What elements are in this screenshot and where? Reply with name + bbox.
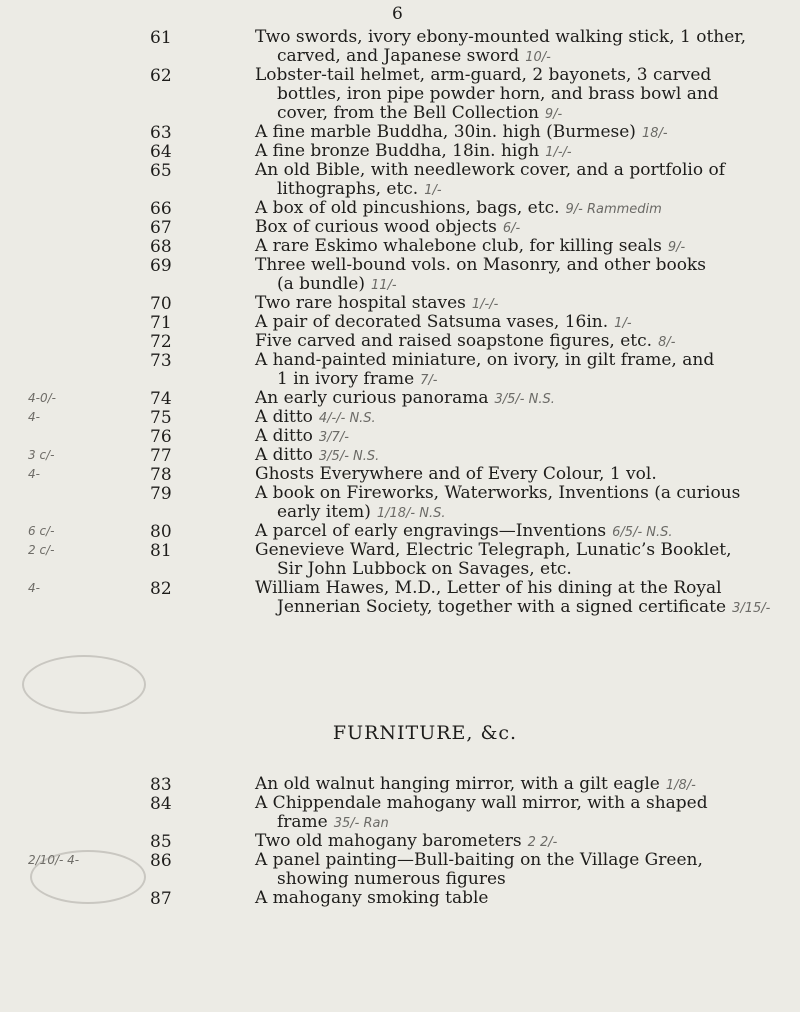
lot-description-line: A fine bronze Buddha, 18in. high 1/-/- — [255, 141, 572, 161]
lot-description — [255, 123, 785, 143]
margin-note: 2/10/- 4- — [28, 853, 80, 867]
handwritten-price: 1/8/- — [665, 778, 696, 793]
lot-description-line: (a bundle) 11/- — [277, 274, 397, 294]
page-number: 6 — [392, 4, 403, 24]
section-heading: FURNITURE, &c. — [332, 722, 518, 744]
lot-description-line: A ditto 3/7/- — [255, 426, 349, 446]
handwritten-price: 18/- — [641, 126, 668, 141]
handwritten-price: 35/- Ran — [333, 816, 389, 831]
lot-description-line: A hand-painted miniature, on ivory, in gilt frame, and — [255, 350, 715, 370]
handwritten-price: 3/5/- N.S. — [318, 449, 380, 464]
lot-description-line: An early curious panorama 3/5/- N.S. — [255, 388, 555, 408]
lot-number: 71 — [150, 313, 172, 333]
lot-number: 73 — [150, 351, 172, 371]
lot-description — [255, 851, 785, 889]
lot-number: 72 — [150, 332, 172, 352]
lot-description — [255, 427, 785, 447]
lot-number: 63 — [150, 123, 172, 143]
handwritten-price: 3/5/- N.S. — [494, 392, 555, 407]
handwritten-price: 9/- Rammedim — [565, 202, 662, 217]
lot-description — [255, 389, 785, 409]
lot-number: 69 — [150, 256, 172, 276]
margin-circle — [22, 655, 146, 714]
handwritten-price: 1/- — [614, 316, 632, 331]
lot-description-line: Five carved and raised soapstone figures, etc. 8/- — [255, 331, 676, 351]
lot-number: 84 — [150, 794, 172, 814]
margin-note: 4- — [28, 410, 40, 424]
handwritten-price: 6/- — [502, 221, 521, 236]
lot-number: 65 — [150, 161, 172, 181]
lot-description — [255, 161, 785, 200]
lot-description-line: Two old mahogany barometers 2 2/- — [255, 831, 558, 851]
lot-number: 62 — [150, 66, 172, 86]
lot-description — [255, 541, 785, 579]
lot-description-line: A ditto 3/5/- N.S. — [255, 445, 380, 465]
lot-description-line: A rare Eskimo whalebone club, for killing seals 9/- — [255, 236, 686, 256]
lot-number: 70 — [150, 294, 172, 314]
lot-description-line: A book on Fireworks, Waterworks, Inventions (a curious — [255, 483, 741, 503]
lot-description-line: cover, from the Bell Collection 9/- — [277, 103, 563, 123]
handwritten-price: 10/- — [525, 50, 551, 65]
lot-number: 87 — [150, 889, 172, 909]
lot-number: 79 — [150, 484, 172, 504]
lot-number: 86 — [150, 851, 172, 871]
lot-description — [255, 522, 785, 542]
handwritten-price: 9/- — [544, 107, 563, 122]
lot-description — [255, 484, 785, 523]
lot-number: 76 — [150, 427, 172, 447]
lot-description-line: Two swords, ivory ebony-mounted walking stick, 1 other, — [255, 27, 746, 47]
handwritten-price: 6/5/- N.S. — [612, 525, 673, 540]
lot-number: 82 — [150, 579, 172, 599]
lot-number: 85 — [150, 832, 172, 852]
handwritten-price: 1/-/- — [471, 297, 499, 312]
lot-description-line: A fine marble Buddha, 30in. high (Burmese) 18/- — [255, 122, 668, 142]
lot-description-line: Genevieve Ward, Electric Telegraph, Lunatic’s Booklet, — [255, 540, 732, 560]
lot-description — [255, 465, 785, 484]
handwritten-price: 1/- — [424, 183, 442, 198]
lot-number: 61 — [150, 28, 172, 48]
lot-number: 80 — [150, 522, 172, 542]
margin-note: 3 c/- — [28, 448, 55, 462]
lot-description — [255, 351, 785, 390]
lot-description-line: A pair of decorated Satsuma vases, 16in. 1/- — [255, 312, 632, 332]
lot-description — [255, 794, 785, 833]
handwritten-price: 7/- — [420, 373, 438, 388]
handwritten-price: 1/18/- N.S. — [376, 506, 446, 521]
margin-note: 4- — [28, 581, 40, 595]
lot-description-line: 1 in ivory frame 7/- — [277, 369, 438, 389]
lot-description-line: lithographs, etc. 1/- — [277, 179, 442, 199]
lot-number: 75 — [150, 408, 172, 428]
lot-description-line: bottles, iron pipe powder horn, and brass bowl and — [277, 84, 719, 104]
lot-description-line: William Hawes, M.D., Letter of his dining at the Royal — [255, 578, 722, 598]
lot-description-line: frame 35/- Ran — [277, 812, 389, 832]
lot-description-line: A panel painting—Bull-baiting on the Village Green, — [255, 850, 703, 870]
lot-number: 67 — [150, 218, 172, 238]
lot-description-line: A box of old pincushions, bags, etc. 9/- Rammedim — [255, 198, 662, 218]
lot-description — [255, 832, 785, 852]
lot-description — [255, 332, 785, 352]
lot-number: 83 — [150, 775, 172, 795]
handwritten-price: 1/-/- — [545, 145, 572, 160]
lot-description — [255, 256, 785, 295]
lot-description-line: A Chippendale mahogany wall mirror, with a shaped — [255, 793, 708, 813]
lot-description-line: Ghosts Everywhere and of Every Colour, 1 vol. — [255, 464, 657, 484]
lot-description — [255, 199, 785, 219]
lot-description — [255, 218, 785, 238]
lot-description — [255, 28, 785, 67]
lot-description-line: Lobster-tail helmet, arm-guard, 2 bayonets, 3 carved — [255, 65, 712, 85]
lot-description-line: An old walnut hanging mirror, with a gilt eagle 1/8/- — [255, 774, 696, 794]
lot-description-line: early item) 1/18/- N.S. — [277, 502, 446, 522]
lot-description-line: showing numerous figures — [277, 869, 506, 889]
lot-description — [255, 142, 785, 162]
lot-description-line: A mahogany smoking table — [255, 888, 489, 908]
lot-description — [255, 889, 785, 908]
margin-note: 4-0/- — [28, 391, 56, 405]
lot-description — [255, 313, 785, 333]
handwritten-price: 4/-/- N.S. — [318, 411, 376, 426]
handwritten-price: 8/- — [658, 335, 676, 350]
lot-description-line: carved, and Japanese sword 10/- — [277, 46, 551, 66]
lot-description-line: Three well-bound vols. on Masonry, and other books — [255, 255, 706, 275]
handwritten-price: 9/- — [667, 240, 686, 255]
lot-description — [255, 237, 785, 257]
lot-description-line: Two rare hospital staves 1/-/- — [255, 293, 499, 313]
lot-description — [255, 775, 785, 795]
lot-description-line: A ditto 4/-/- N.S. — [255, 407, 376, 427]
lot-number: 66 — [150, 199, 172, 219]
lot-number: 74 — [150, 389, 172, 409]
handwritten-price: 3/15/- — [732, 601, 771, 616]
margin-note: 4- — [28, 467, 40, 481]
lot-number: 81 — [150, 541, 172, 561]
lot-number: 68 — [150, 237, 172, 257]
lot-description — [255, 294, 785, 314]
lot-number: 78 — [150, 465, 172, 485]
handwritten-price: 3/7/- — [318, 430, 349, 445]
lot-description-line: A parcel of early engravings—Inventions 6/5/- N.S. — [255, 521, 673, 541]
margin-note: 2 c/- — [28, 543, 55, 557]
handwritten-price: 11/- — [370, 278, 397, 293]
lot-description-line: Jennerian Society, together with a signed certificate 3/15/- — [277, 597, 771, 617]
lot-description — [255, 579, 785, 618]
lot-number: 77 — [150, 446, 172, 466]
handwritten-price: 2 2/- — [527, 835, 558, 850]
lot-description — [255, 66, 785, 124]
lot-description-line: Sir John Lubbock on Savages, etc. — [277, 559, 572, 579]
lot-number: 64 — [150, 142, 172, 162]
lot-description-line: An old Bible, with needlework cover, and a portfolio of — [255, 160, 725, 180]
margin-note: 6 c/- — [28, 524, 55, 538]
lot-description — [255, 446, 785, 466]
lot-description — [255, 408, 785, 428]
lot-description-line: Box of curious wood objects 6/- — [255, 217, 521, 237]
